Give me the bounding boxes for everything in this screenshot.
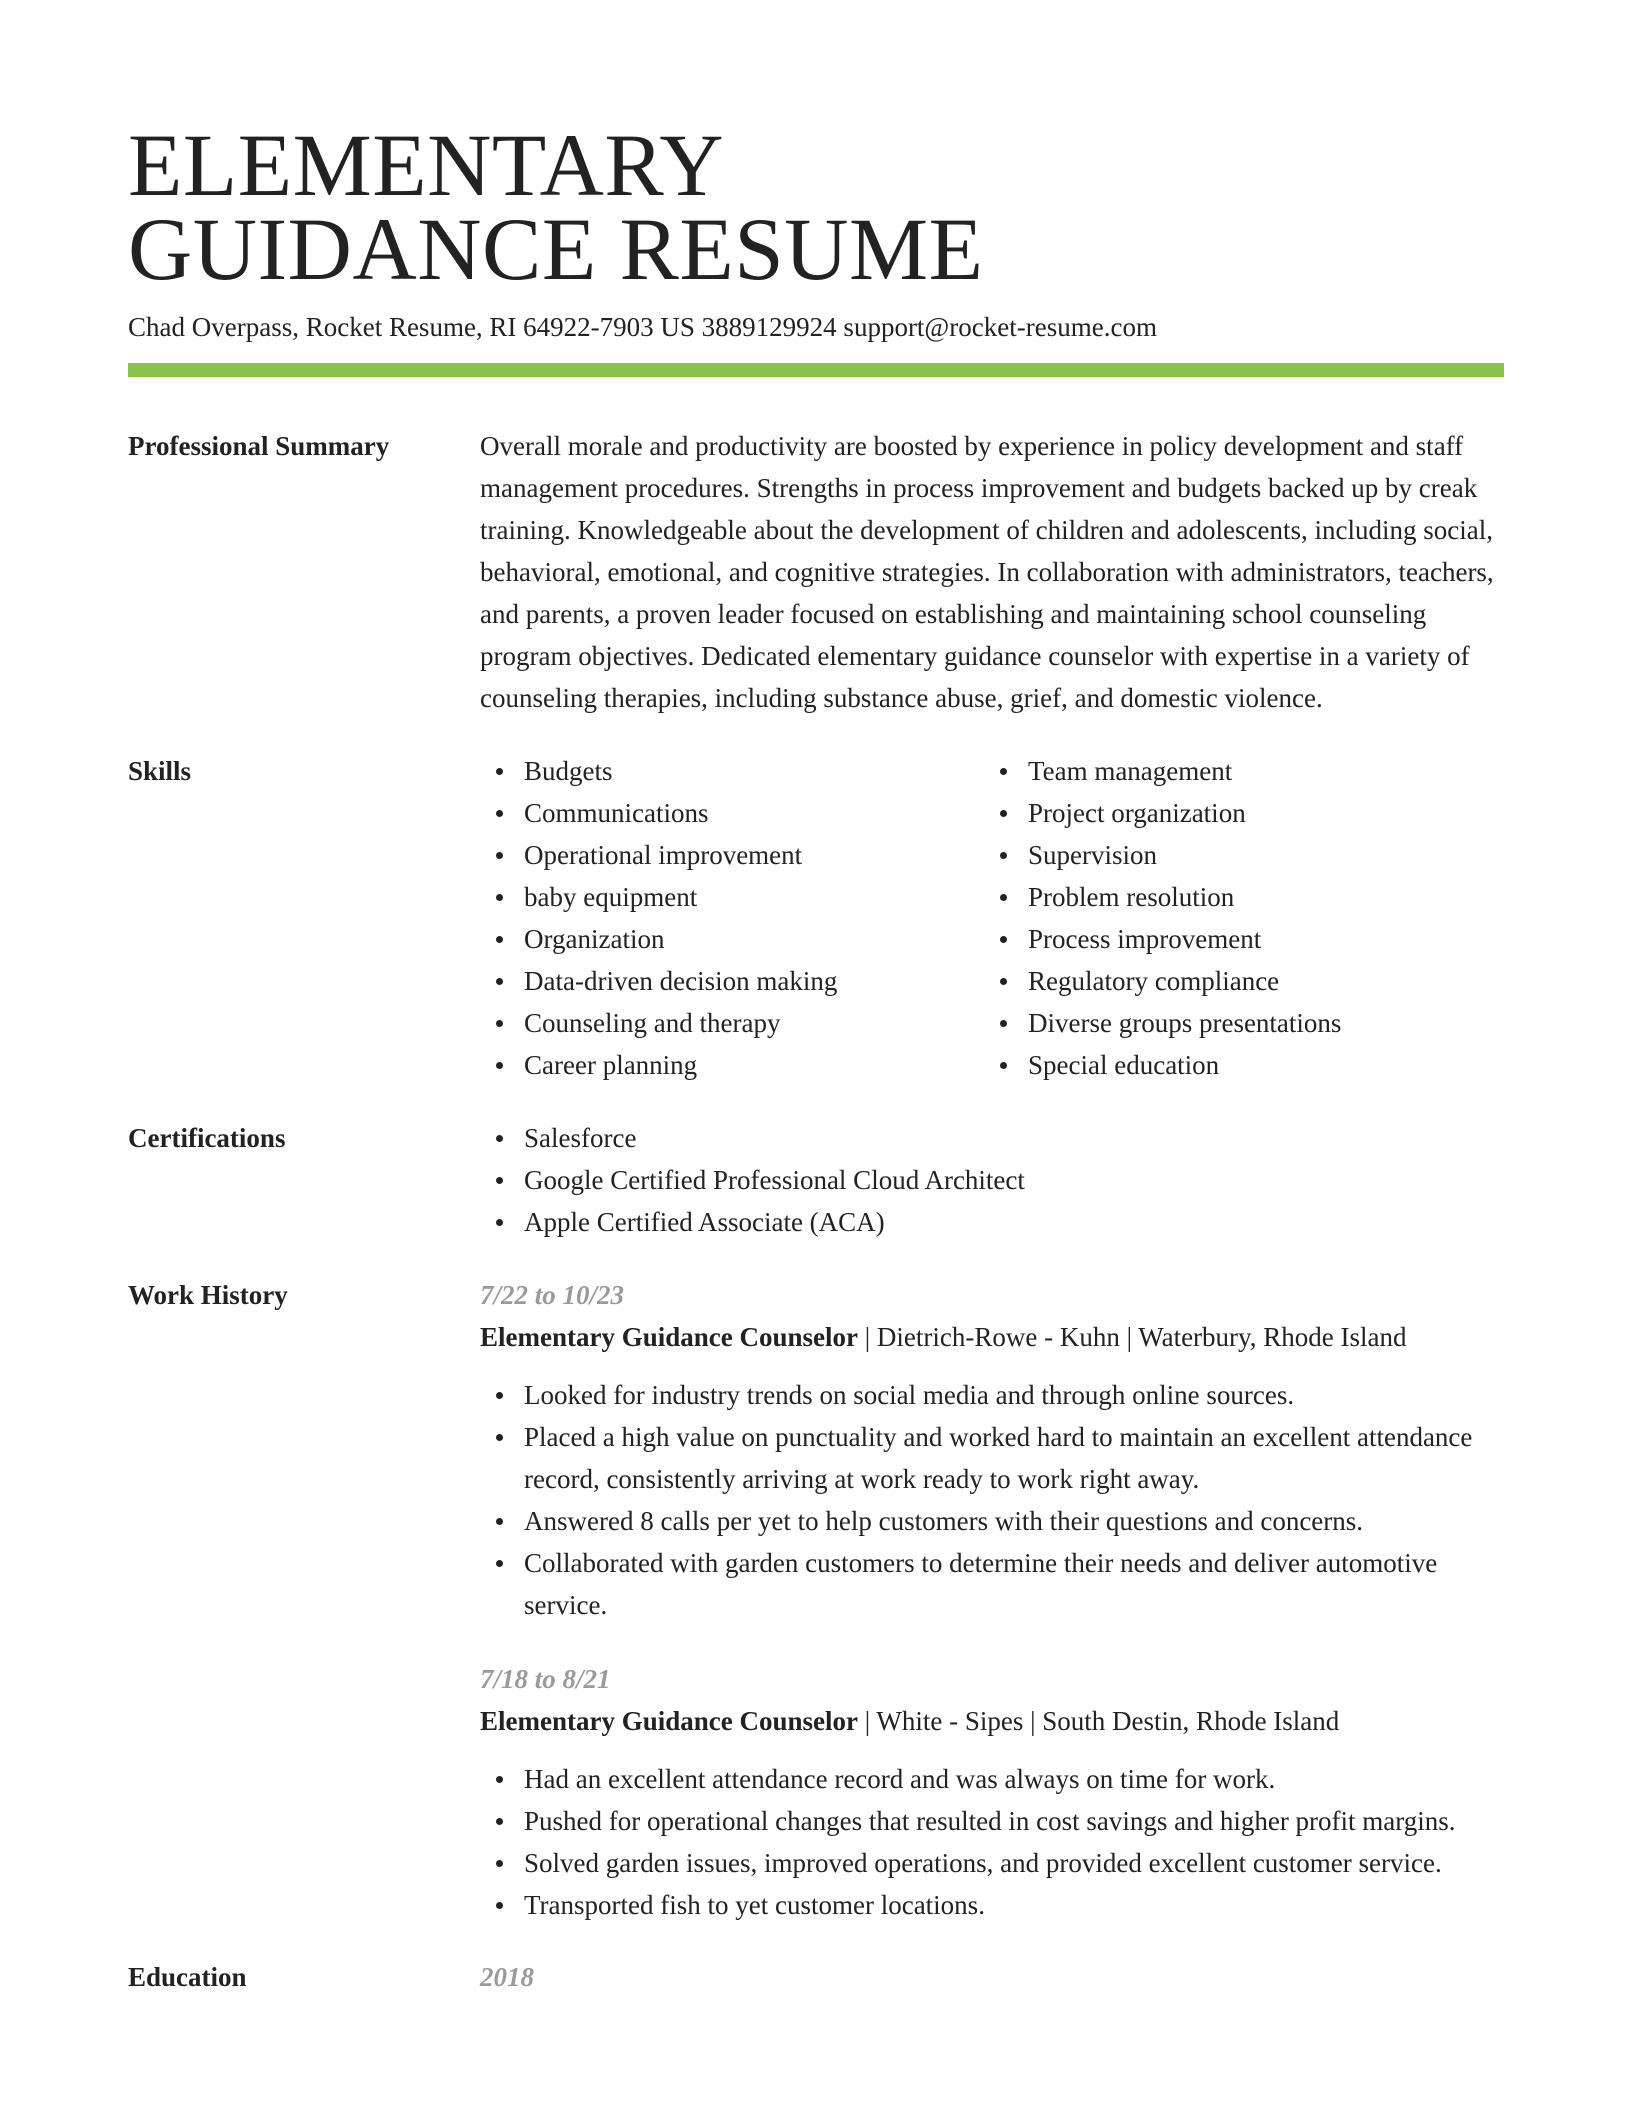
job-bullets bbox=[480, 1374, 1504, 1626]
skill-item: baby equipment bbox=[480, 876, 984, 918]
section-skills bbox=[128, 750, 1504, 1086]
skill-item: Diverse groups presentations bbox=[984, 1002, 1504, 1044]
skills-grid bbox=[480, 750, 1504, 1086]
contact-line: Chad Overpass, Rocket Resume, RI 64922-7903 US 3889129924 support@rocket-resume.com bbox=[128, 312, 1157, 342]
job-bullet: Answered 8 calls per yet to help customers with their questions and concerns. bbox=[480, 1500, 1504, 1542]
skill-item: Operational improvement bbox=[480, 834, 984, 876]
education-body bbox=[480, 1956, 1504, 1998]
section-certifications bbox=[128, 1117, 1504, 1243]
skill-item: Data-driven decision making bbox=[480, 960, 984, 1002]
skill-item: Counseling and therapy bbox=[480, 1002, 984, 1044]
job-heading bbox=[480, 1316, 1504, 1358]
skill-item: Organization bbox=[480, 918, 984, 960]
job-entry bbox=[480, 1658, 1504, 1926]
education-date: 2018 bbox=[480, 1962, 534, 1992]
skill-item: Problem resolution bbox=[984, 876, 1504, 918]
section-label: Skills bbox=[128, 756, 192, 786]
section-label: Work History bbox=[128, 1280, 288, 1310]
certification-item: Apple Certified Associate (ACA) bbox=[480, 1201, 1504, 1243]
section-label: Education bbox=[128, 1962, 247, 1992]
skill-item: Career planning bbox=[480, 1044, 984, 1086]
certifications-list bbox=[480, 1117, 1504, 1243]
job-bullet: Looked for industry trends on social media and through online sources. bbox=[480, 1374, 1504, 1416]
work-body bbox=[480, 1274, 1504, 1926]
skill-item: Regulatory compliance bbox=[984, 960, 1504, 1002]
job-bullet: Had an excellent attendance record and was always on time for work. bbox=[480, 1758, 1504, 1800]
job-entry bbox=[480, 1274, 1504, 1626]
job-bullet: Collaborated with garden customers to determine their needs and deliver automotive service. bbox=[480, 1542, 1504, 1626]
section-professional-summary bbox=[128, 425, 1504, 719]
certification-item: Google Certified Professional Cloud Architect bbox=[480, 1159, 1504, 1201]
skill-item: Team management bbox=[984, 750, 1504, 792]
job-dates: 7/18 to 8/21 bbox=[480, 1664, 611, 1694]
section-work-history bbox=[128, 1274, 1504, 1926]
job-bullet: Placed a high value on punctuality and worked hard to maintain an excellent attendance record, consistently arriving at work ready to work right away. bbox=[480, 1416, 1504, 1500]
skill-item: Budgets bbox=[480, 750, 984, 792]
certifications-body bbox=[480, 1117, 1504, 1243]
section-education bbox=[128, 1956, 1504, 1998]
summary-text: Overall morale and productivity are boosted by experience in policy development and staff management procedures. Strengths in process improvement and budgets backed up by creak training. Knowledgeable about the development of children and adolescents, including social, behavioral, emotional, and cognitive strategies. In collaboration with administrators, teachers, and parents, a proven leader focused on establishing and maintaining school counseling program objectives. Dedicated elementary guidance counselor with expertise in a variety of counseling therapies, including substance abuse, grief, and domestic violence. bbox=[480, 431, 1494, 713]
accent-divider bbox=[128, 363, 1504, 377]
job-bullet: Transported fish to yet customer locations. bbox=[480, 1884, 1504, 1926]
skill-item: Supervision bbox=[984, 834, 1504, 876]
resume-page bbox=[128, 117, 1504, 1998]
resume-title bbox=[128, 117, 1504, 299]
job-details: | White - Sipes | South Destin, Rhode Island bbox=[858, 1706, 1340, 1736]
job-bullet: Solved garden issues, improved operations, and provided excellent customer service. bbox=[480, 1842, 1504, 1884]
skill-item: Project organization bbox=[984, 792, 1504, 834]
skill-item: Communications bbox=[480, 792, 984, 834]
job-bullet: Pushed for operational changes that resulted in cost savings and higher profit margins. bbox=[480, 1800, 1504, 1842]
job-details: | Dietrich-Rowe - Kuhn | Waterbury, Rhode Island bbox=[858, 1322, 1407, 1352]
job-heading bbox=[480, 1700, 1504, 1742]
skill-item: Special education bbox=[984, 1044, 1504, 1086]
skills-list-right bbox=[984, 750, 1504, 1086]
title-line-2: GUIDANCE RESUME bbox=[128, 201, 984, 299]
job-bullets bbox=[480, 1758, 1504, 1926]
title-line-1: ELEMENTARY bbox=[128, 117, 725, 215]
job-title: Elementary Guidance Counselor bbox=[480, 1322, 858, 1352]
section-label: Professional Summary bbox=[128, 431, 390, 461]
skill-item: Process improvement bbox=[984, 918, 1504, 960]
section-label: Certifications bbox=[128, 1123, 286, 1153]
skills-list-left bbox=[480, 750, 984, 1086]
job-title: Elementary Guidance Counselor bbox=[480, 1706, 858, 1736]
certification-item: Salesforce bbox=[480, 1117, 1504, 1159]
job-dates: 7/22 to 10/23 bbox=[480, 1280, 625, 1310]
